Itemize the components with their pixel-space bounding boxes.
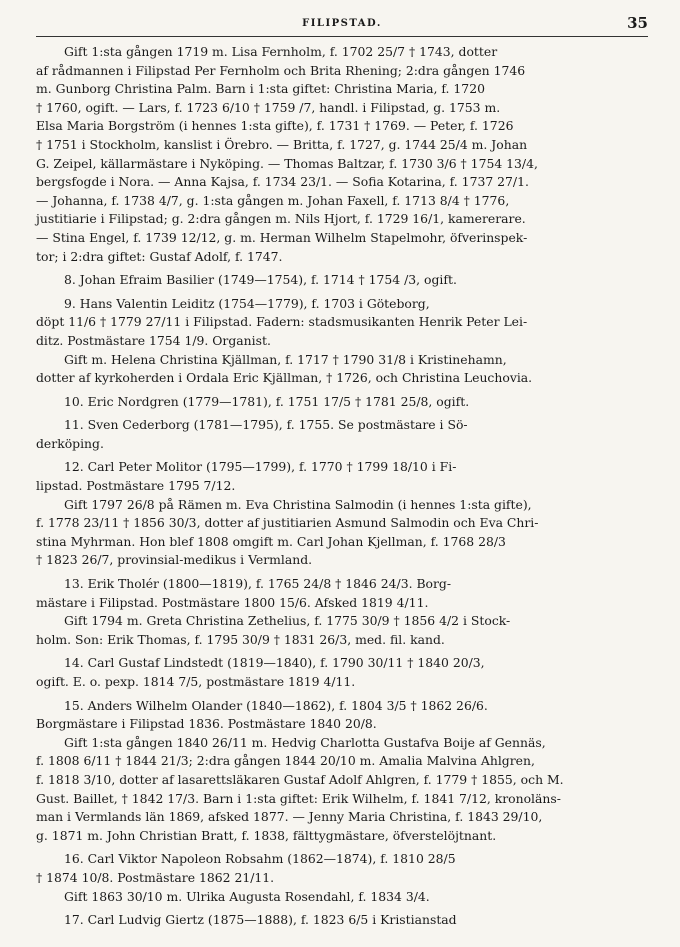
page-number: 35 (627, 14, 648, 32)
text-line: Gust. Baillet, † 1842 17/3. Barn i 1:sta giftet: Erik Wilhelm, f. 1841 7/12, kronoläns- (36, 790, 561, 806)
entry-heading: 13. Erik Tholér (1800—1819), f. 1765 24/8 † 1846 24/3. Borg- (64, 576, 452, 592)
text-line: Gift 1:sta gången 1719 m. Lisa Fernholm, f. 1702 25/7 † 1743, dotter (64, 44, 498, 59)
entry-heading: 11. Sven Cederborg (1781—1795), f. 1755. Se postmästare i Sö- (64, 417, 468, 433)
entry-heading: 16. Carl Viktor Napoleon Robsahm (1862—1874), f. 1810 28/5 (64, 851, 456, 867)
text-line: Gift 1:sta gången 1840 26/11 m. Hedvig Charlotta Gustafva Boije af Gennäs, (64, 734, 546, 750)
text-line: Gift 1797 26/8 på Rämen m. Eva Christina Salmodin (i hennes 1:sta gifte), (64, 496, 532, 512)
text-line: m. Gunborg Christina Palm. Barn i 1:sta giftet: Christina Maria, f. 1720 (36, 81, 485, 97)
text-line: f. 1778 23/11 † 1856 30/3, dotter af justitiarien Asmund Salmodin och Eva Chri- (36, 515, 539, 531)
entry-heading: 12. Carl Peter Molitor (1795—1799), f. 1770 † 1799 18/10 i Fi- (64, 459, 457, 475)
text-line: ogift. E. o. pexp. 1814 7/5, postmästare 1819 4/11. (36, 674, 356, 689)
text-line: † 1760, ogift. — Lars, f. 1723 6/10 † 1759 /7, handl. i Filipstad, g. 1753 m. (36, 99, 501, 115)
text-line: G. Zeipel, källarmästare i Nyköping. — Thomas Baltzar, f. 1730 3/6 † 1754 13/4, (36, 155, 538, 171)
text-line: mästare i Filipstad. Postmästare 1800 15/6. Afsked 1819 4/11. (36, 594, 429, 610)
text-line: dotter af kyrkoherden i Ordala Eric Kjällman, † 1726, och Christina Leuchovia. (36, 370, 533, 386)
text-line: bergsfogde i Nora. — Anna Kajsa, f. 1734 23/1. — Sofia Kotarina, f. 1737 27/1. (36, 174, 529, 190)
text-line: † 1751 i Stockholm, kanslist i Örebro. — Britta, f. 1727, g. 1744 25/4 m. Johan (36, 136, 528, 152)
text-line: † 1874 10/8. Postmästare 1862 21/11. (36, 869, 275, 885)
text-line: ditz. Postmästare 1754 1/9. Organist. (36, 332, 271, 348)
entry-heading: 14. Carl Gustaf Lindstedt (1819—1840), f. 1790 30/11 † 1840 20/3, (64, 655, 485, 671)
body-text (36, 43, 648, 930)
text-line: f. 1818 3/10, dotter af lasarettsläkaren Gustaf Adolf Ahlgren, f. 1779 † 1855, och M. (36, 771, 564, 787)
text-line: lipstad. Postmästare 1795 7/12. (36, 478, 236, 494)
text-line: Borgmästare i Filipstad 1836. Postmästare 1840 20/8. (36, 716, 377, 732)
text-line: döpt 11/6 † 1779 27/11 i Filipstad. Fadern: stadsmusikanten Henrik Peter Lei- (36, 314, 528, 330)
text-line: justitiarie i Filipstad; g. 2:dra gången m. Nils Hjort, f. 1729 16/1, kamererare. (36, 211, 526, 227)
text-line: derköping. (36, 435, 104, 451)
text-line: Gift 1794 m. Greta Christina Zethelius, f. 1775 30/9 † 1856 4/2 i Stock- (64, 613, 511, 629)
document-page (36, 14, 648, 930)
entry-heading: 8. Johan Efraim Basilier (1749—1754), f. 1714 † 1754 /3, ogift. (64, 272, 457, 288)
text-line: tor; i 2:dra giftet: Gustaf Adolf, f. 1747. (36, 248, 283, 264)
text-line: f. 1808 6/11 † 1844 21/3; 2:dra gången 1844 20/10 m. Amalia Malvina Ahlgren, (36, 753, 535, 769)
text-line: — Johanna, f. 1738 4/7, g. 1:sta gången m. Johan Faxell, f. 1713 8/4 † 1776, (36, 192, 510, 208)
text-line: stina Myhrman. Hon blef 1808 omgift m. Carl Johan Kjellman, f. 1768 28/3 (36, 533, 506, 549)
text-line: Gift m. Helena Christina Kjällman, f. 1717 † 1790 31/8 i Kristinehamn, (64, 351, 507, 367)
text-line: — Stina Engel, f. 1739 12/12, g. m. Herman Wilhelm Stapelmohr, öfverinspek- (36, 229, 528, 245)
text-line: g. 1871 m. John Christian Bratt, f. 1838, fälttygmästare, öfverstelöjtnant. (36, 827, 497, 843)
entry-heading: 9. Hans Valentin Leiditz (1754—1779), f. 1703 i Göteborg, (64, 295, 430, 311)
text-line: † 1823 26/7, provinsial-medikus i Vermland. (36, 552, 313, 568)
text-line: Gift 1863 30/10 m. Ulrika Augusta Rosendahl, f. 1834 3/4. (64, 888, 430, 904)
entry-heading: 10. Eric Nordgren (1779—1781), f. 1751 17/5 † 1781 25/8, ogift. (64, 393, 470, 409)
text-line: Elsa Maria Borgström (i hennes 1:sta gifte), f. 1731 † 1769. — Peter, f. 1726 (36, 118, 514, 134)
text-line: af rådmannen i Filipstad Per Fernholm och Brita Rhening; 2:dra gången 1746 (36, 62, 526, 78)
running-title: FILIPSTAD. (302, 18, 382, 29)
entry-heading: 15. Anders Wilhelm Olander (1840—1862), f. 1804 3/5 † 1862 26/6. (64, 697, 488, 713)
text-line: man i Vermlands län 1869, afsked 1877. — Jenny Maria Christina, f. 1843 29/10, (36, 809, 543, 825)
page-header (36, 14, 648, 37)
text-line: holm. Son: Erik Thomas, f. 1795 30/9 † 1831 26/3, med. fil. kand. (36, 631, 445, 647)
entry-heading: 17. Carl Ludvig Giertz (1875—1888), f. 1823 6/5 i Kristianstad (64, 912, 457, 928)
